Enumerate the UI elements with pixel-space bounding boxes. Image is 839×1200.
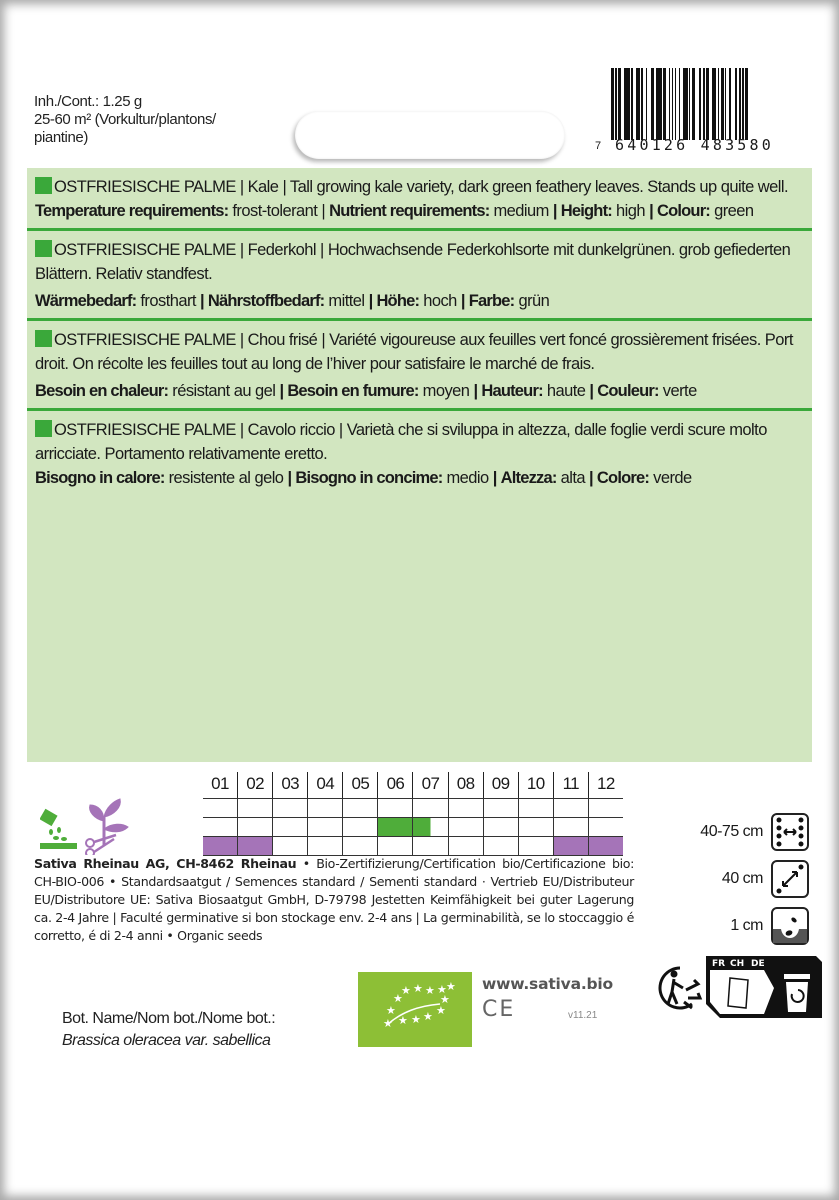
country-ch: CH — [730, 959, 745, 969]
plant-spacing — [722, 860, 809, 898]
version-label: v11.21 — [568, 1010, 598, 1021]
svg-text:★: ★ — [398, 1014, 408, 1027]
bin-icon — [784, 974, 810, 979]
calendar-cell — [272, 818, 307, 836]
svg-text:★: ★ — [440, 993, 450, 1006]
month-label: 10 — [518, 772, 553, 798]
row-spacing-icon — [771, 813, 809, 851]
sowing-calendar — [203, 772, 623, 856]
svg-text:★: ★ — [425, 984, 435, 997]
svg-text:★: ★ — [446, 980, 456, 993]
attr-label: Farbe: — [468, 292, 515, 310]
calendar-cell — [448, 837, 483, 855]
attributes-line: Wärmebedarf: frosthart | Nährstoffbedarf: mittel | Höhe: hoch | Farbe: grün — [35, 292, 550, 310]
paper-bag-icon — [728, 978, 748, 1008]
row-spacing-value: 40-75 cm — [700, 823, 763, 840]
attr-label: Colour: — [656, 202, 711, 220]
description-panel — [27, 168, 812, 762]
attributes-line: Bisogno in calore: resistente al gelo | Bisogno in concime: medio | Altezza: alta | Colore: verde — [35, 469, 692, 487]
attr-value: moyen — [422, 382, 470, 400]
svg-text:★: ★ — [393, 992, 403, 1005]
attr-label: Height: — [560, 202, 612, 220]
month-label: 09 — [483, 772, 518, 798]
attr-value: verte — [662, 382, 697, 400]
month-label: 04 — [307, 772, 342, 798]
svg-text:★: ★ — [386, 1004, 396, 1017]
attr-value: alta — [560, 469, 585, 487]
calendar-cell — [237, 837, 272, 855]
calendar-legend-icons — [40, 795, 140, 855]
calendar-row-harvest — [203, 837, 623, 856]
calendar-cell — [342, 837, 377, 855]
attr-label: Nährstoffbedarf: — [207, 292, 325, 310]
attr-value: haute — [546, 382, 586, 400]
green-square-icon — [35, 177, 52, 194]
calendar-cell — [448, 799, 483, 817]
attr-label: Bisogno in concime: — [295, 469, 443, 487]
green-square-icon — [35, 420, 52, 437]
attr-label: Höhe: — [376, 292, 420, 310]
month-label: 02 — [237, 772, 272, 798]
attr-label: Nutrient requirements: — [329, 202, 490, 220]
attr-value: hoch — [423, 292, 457, 310]
recycling-info — [650, 952, 830, 1022]
website-link[interactable]: www.sativa.bio — [482, 975, 613, 993]
country-de: DE — [751, 959, 765, 969]
description-intro: OSTFRIESISCHE PALME | Federkohl | Hochwachsende Federkohlsorte mit dunkelgrünen. grob gefiederten Blättern. Relativ standfest. — [35, 241, 791, 283]
calendar-cell — [412, 837, 447, 855]
calendar-cell — [553, 799, 588, 817]
calendar-cell — [483, 837, 518, 855]
svg-text:★: ★ — [437, 983, 447, 996]
attr-label: Bisogno in calore: — [35, 469, 165, 487]
attr-label: Wärmebedarf: — [35, 292, 137, 310]
contents-area: 25-60 m² (Vorkultur/plantons/ — [34, 111, 216, 128]
barcode-number: 640126 483580 — [615, 136, 774, 154]
barcode-bars — [611, 68, 791, 140]
contents-area-cont: piantine) — [34, 129, 88, 146]
attr-value: frosthart — [140, 292, 196, 310]
attr-label: Hauteur: — [481, 382, 543, 400]
calendar-cell — [237, 799, 272, 817]
hang-slot — [295, 111, 565, 159]
svg-text:★: ★ — [401, 984, 411, 997]
description-intro: OSTFRIESISCHE PALME | Kale | Tall growing kale variety, dark green feathery leaves. Stands up quite well. — [54, 178, 789, 196]
calendar-cell — [588, 837, 623, 855]
calendar-cell — [342, 799, 377, 817]
calendar-cell — [203, 818, 237, 836]
attr-value: résistant au gel — [172, 382, 276, 400]
calendar-cell — [377, 837, 412, 855]
package-contents — [34, 93, 216, 147]
calendar-cell — [203, 837, 237, 855]
sowing-depth-icon — [771, 907, 809, 945]
botanical-name — [62, 1008, 275, 1052]
attr-value: resistente al gelo — [168, 469, 284, 487]
svg-text:★: ★ — [411, 1013, 421, 1026]
calendar-cell — [483, 818, 518, 836]
svg-text:★: ★ — [413, 982, 423, 995]
calendar-cell — [518, 837, 553, 855]
sowing-depth — [730, 907, 809, 945]
month-label: 06 — [377, 772, 412, 798]
attr-value: medium — [493, 202, 549, 220]
month-label: 03 — [272, 772, 307, 798]
calendar-cell — [553, 837, 588, 855]
country-fr: FR — [712, 959, 726, 969]
attr-label: Temperature requirements: — [35, 202, 229, 220]
green-square-icon — [35, 240, 52, 257]
calendar-cell — [588, 799, 623, 817]
month-label: 11 — [553, 772, 588, 798]
calendar-cell — [307, 799, 342, 817]
calendar-cell — [342, 818, 377, 836]
calendar-cell — [412, 818, 447, 836]
calendar-cell — [377, 818, 412, 836]
botanical-name-value: Brassica oleracea var. sabellica — [62, 1032, 271, 1049]
attr-value: medio — [446, 469, 489, 487]
green-square-icon — [35, 330, 52, 347]
calendar-cell — [272, 837, 307, 855]
plant-spacing-value: 40 cm — [721, 870, 763, 887]
calendar-cell — [307, 837, 342, 855]
calendar-cell — [518, 799, 553, 817]
harvest-icon — [86, 799, 128, 855]
sowing-depth-value: 1 cm — [730, 917, 763, 934]
attr-value: verde — [653, 469, 692, 487]
description-it — [27, 411, 812, 495]
attr-value: frost-tolerant — [232, 202, 318, 220]
row-spacing — [700, 813, 809, 851]
attr-label: Altezza: — [500, 469, 557, 487]
barcode-prefix: 7 — [595, 140, 602, 152]
calendar-row-sowing — [203, 818, 623, 837]
attr-value: grün — [518, 292, 550, 310]
calendar-months — [203, 772, 623, 798]
calendar-cell — [377, 799, 412, 817]
calendar-cell — [448, 818, 483, 836]
svg-text:★: ★ — [383, 1017, 393, 1030]
recycling-label-icon — [706, 956, 822, 1018]
attr-value: mittel — [328, 292, 365, 310]
calendar-cell — [272, 799, 307, 817]
calendar-cell — [237, 818, 272, 836]
attr-label: Couleur: — [597, 382, 659, 400]
company-name: Sativa Rheinau AG, CH-8462 Rheinau — [34, 856, 297, 871]
description-de — [27, 231, 812, 321]
attr-label: Colore: — [596, 469, 650, 487]
attr-value: high — [616, 202, 646, 220]
calendar-cell — [412, 799, 447, 817]
month-label: 08 — [448, 772, 483, 798]
calendar-cell — [483, 799, 518, 817]
calendar-cell — [307, 818, 342, 836]
plant-spacing-icon — [771, 860, 809, 898]
company-details: • Bio-Zertifizierung/Certification bio/Certificazione bio: CH-BIO-006 • Standardsaatgut / Semences standard / Sementi standard · Vertrieb EU/Distributeur EU/Distributore UE: Sativa Biosaatgut GmbH, D-79798 Jestetten Keimfähigkeit bei guter Lagerung ca. 2-4 Jahre | Faculté germinative si bon stockage env. 2-4 ans | La germinabilità, se lo stoccaggio é corretto, é di 2-4 anni • Organic seeds — [34, 856, 634, 943]
description-en — [27, 168, 812, 231]
company-info — [34, 855, 634, 945]
direct-sowing-icon — [40, 809, 77, 849]
calendar-cell — [518, 818, 553, 836]
attr-value: green — [714, 202, 754, 220]
month-label: 01 — [211, 774, 229, 793]
attributes-line: Temperature requirements: frost-tolerant | Nutrient requirements: medium | Height: high | Colour: green — [35, 202, 754, 220]
description-fr — [27, 321, 812, 411]
calendar-cell — [203, 799, 237, 817]
attr-label: Besoin en fumure: — [287, 382, 419, 400]
month-label: 07 — [412, 772, 447, 798]
triman-icon — [660, 968, 700, 1008]
attributes-line: Besoin en chaleur: résistant au gel | Besoin en fumure: moyen | Hauteur: haute | Couleur: verte — [35, 382, 697, 400]
month-label: 12 — [588, 772, 623, 798]
botanical-label: Bot. Name/Nom bot./Nome bot.: — [62, 1010, 276, 1027]
contents-weight: Inh./Cont.: 1.25 g — [34, 93, 142, 110]
ce-mark: CE — [482, 997, 516, 1022]
description-intro: OSTFRIESISCHE PALME | Chou frisé | Variété vigoureuse aux feuilles vert foncé grossièrement frisées. Port droit. On récolte les feuilles tout au long de l’hiver pour satisfaire le marché de frais. — [35, 331, 793, 373]
barcode — [595, 66, 820, 158]
eu-organic-logo — [358, 972, 472, 1047]
calendar-cell — [588, 818, 623, 836]
description-intro: OSTFRIESISCHE PALME | Cavolo riccio | Varietà che si sviluppa in altezza, dalle foglie verdi scure molto arricciate. Portamento relativamente eretto. — [35, 421, 767, 463]
attr-label: Besoin en chaleur: — [35, 382, 169, 400]
calendar-cell — [553, 818, 588, 836]
calendar-row-indoor — [203, 799, 623, 818]
month-label: 05 — [342, 772, 377, 798]
svg-text:★: ★ — [436, 1004, 446, 1017]
calendar-grid — [203, 798, 623, 856]
svg-text:★: ★ — [423, 1010, 433, 1023]
